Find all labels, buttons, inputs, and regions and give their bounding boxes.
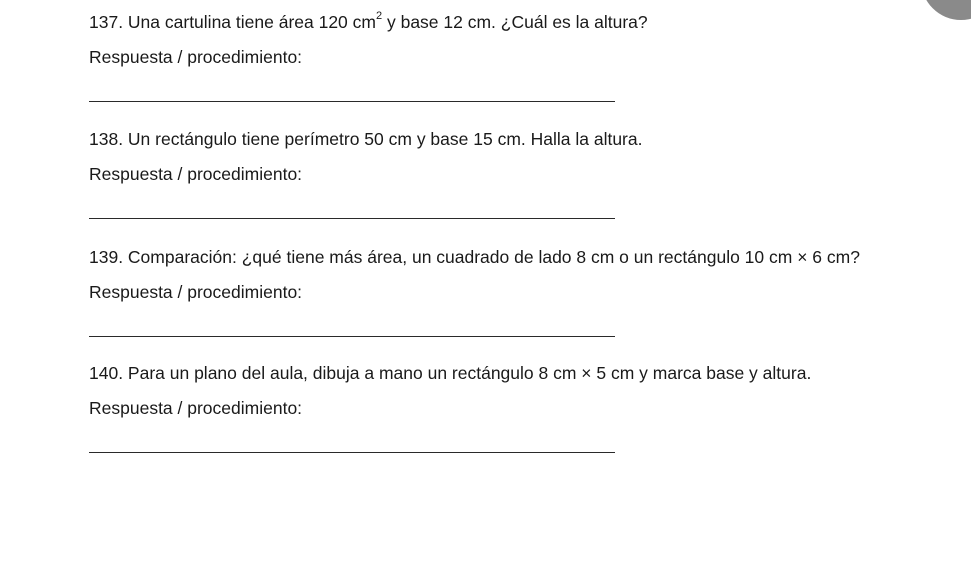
question-text: 138. Un rectángulo tiene perímetro 50 cm y base 15 cm. Halla la altura. — [89, 129, 643, 149]
question-text — [89, 10, 869, 35]
answer-line[interactable] — [89, 218, 615, 219]
corner-decoration — [921, 0, 971, 20]
answer-label: Respuesta / procedimiento: — [89, 164, 303, 184]
question-140 — [89, 361, 869, 453]
question-text: 139. Comparación: ¿qué tiene más área, un cuadrado de lado 8 cm o un rectángulo 10 cm × 6 cm? — [89, 247, 860, 267]
question-text: 140. Para un plano del aula, dibuja a mano un rectángulo 8 cm × 5 cm y marca base y altura. — [89, 363, 812, 383]
answer-line[interactable] — [89, 336, 615, 337]
answer-label: Respuesta / procedimiento: — [89, 282, 303, 302]
answer-label: Respuesta / procedimiento: — [89, 398, 303, 418]
worksheet — [89, 10, 869, 453]
question-137 — [89, 10, 869, 102]
question-text-rest: y base 12 cm. ¿Cuál es la altura? — [382, 12, 648, 32]
question-text-main: 137. Una cartulina tiene área 120 cm — [89, 12, 376, 32]
question-138 — [89, 127, 869, 219]
answer-label: Respuesta / procedimiento: — [89, 47, 303, 67]
superscript-exponent: 2 — [375, 10, 383, 23]
answer-line[interactable] — [89, 101, 615, 102]
question-139 — [89, 245, 869, 337]
answer-line[interactable] — [89, 452, 615, 453]
